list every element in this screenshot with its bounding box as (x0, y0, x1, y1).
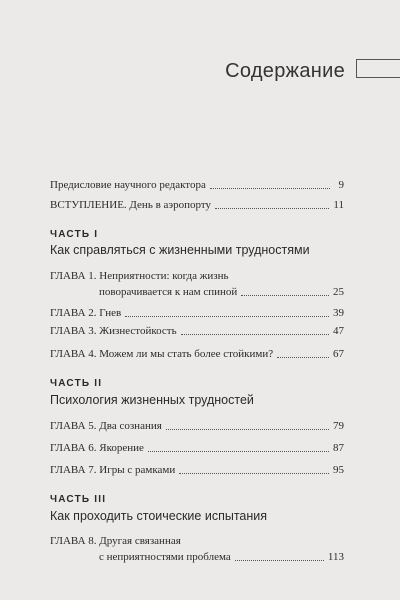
part-title: Психология жизненных трудностей (50, 393, 254, 407)
entry-title: ГЛАВА 2. Гнев (50, 307, 122, 319)
entry-page: 9 (338, 179, 344, 191)
entry-title-cont: с неприятностями проблема (99, 551, 231, 563)
entry-title-cont: поворачивается к нам спиной (99, 286, 238, 298)
entry-page: 95 (333, 464, 344, 476)
toc-entry-chapter-7[interactable] (50, 462, 344, 478)
dot-leader (179, 472, 329, 474)
dot-leader (181, 333, 329, 335)
toc-entry-chapter-6[interactable] (50, 440, 344, 456)
entry-title: ГЛАВА 6. Якорение (50, 442, 144, 454)
dot-leader (241, 294, 329, 296)
dot-leader (210, 187, 330, 189)
entry-page: 87 (333, 442, 344, 454)
toc-entry-foreword[interactable] (50, 177, 344, 193)
part-label: ЧАСТЬ I (50, 229, 99, 240)
page-title: Содержание (225, 60, 345, 82)
toc-entry-chapter-8[interactable] (50, 533, 344, 565)
entry-page: 79 (333, 420, 344, 432)
dot-leader (166, 428, 329, 430)
entry-title: ГЛАВА 8. Другая связанная (50, 535, 181, 547)
entry-title: Предисловие научного редактора (50, 179, 206, 191)
dot-leader (148, 450, 329, 452)
toc-entry-chapter-2[interactable] (50, 305, 344, 321)
entry-title: ГЛАВА 5. Два сознания (50, 420, 162, 432)
toc-entry-chapter-4[interactable] (50, 346, 344, 362)
entry-page: 47 (333, 325, 344, 337)
entry-title: ГЛАВА 4. Можем ли мы стать более стойкими? (50, 348, 274, 360)
entry-page: 39 (333, 307, 344, 319)
entry-page: 25 (333, 286, 344, 298)
toc-entry-chapter-3[interactable] (50, 323, 344, 339)
part-label: ЧАСТЬ II (50, 378, 103, 389)
part-title: Как справляться с жизненными трудностями (50, 243, 310, 257)
toc-entry-introduction[interactable] (50, 197, 344, 213)
entry-page: 67 (333, 348, 344, 360)
toc-entry-chapter-5[interactable] (50, 418, 344, 434)
entry-title: ГЛАВА 1. Неприятности: когда жизнь (50, 270, 229, 282)
part-title: Как проходить стоические испытания (50, 509, 268, 523)
dot-leader (215, 207, 329, 209)
entry-title: ГЛАВА 7. Игры с рамками (50, 464, 176, 476)
entry-page: 11 (333, 199, 344, 211)
dot-leader (235, 559, 324, 561)
part-label: ЧАСТЬ III (50, 494, 107, 505)
dot-leader (277, 356, 329, 358)
entry-title: ВСТУПЛЕНИЕ. День в аэропорту (50, 199, 212, 211)
decorative-frame (356, 59, 400, 78)
entry-page: 113 (327, 551, 344, 563)
dot-leader (125, 315, 329, 317)
entry-title: ГЛАВА 3. Жизнестойкость (50, 325, 177, 337)
toc-entry-chapter-1[interactable] (50, 268, 344, 300)
